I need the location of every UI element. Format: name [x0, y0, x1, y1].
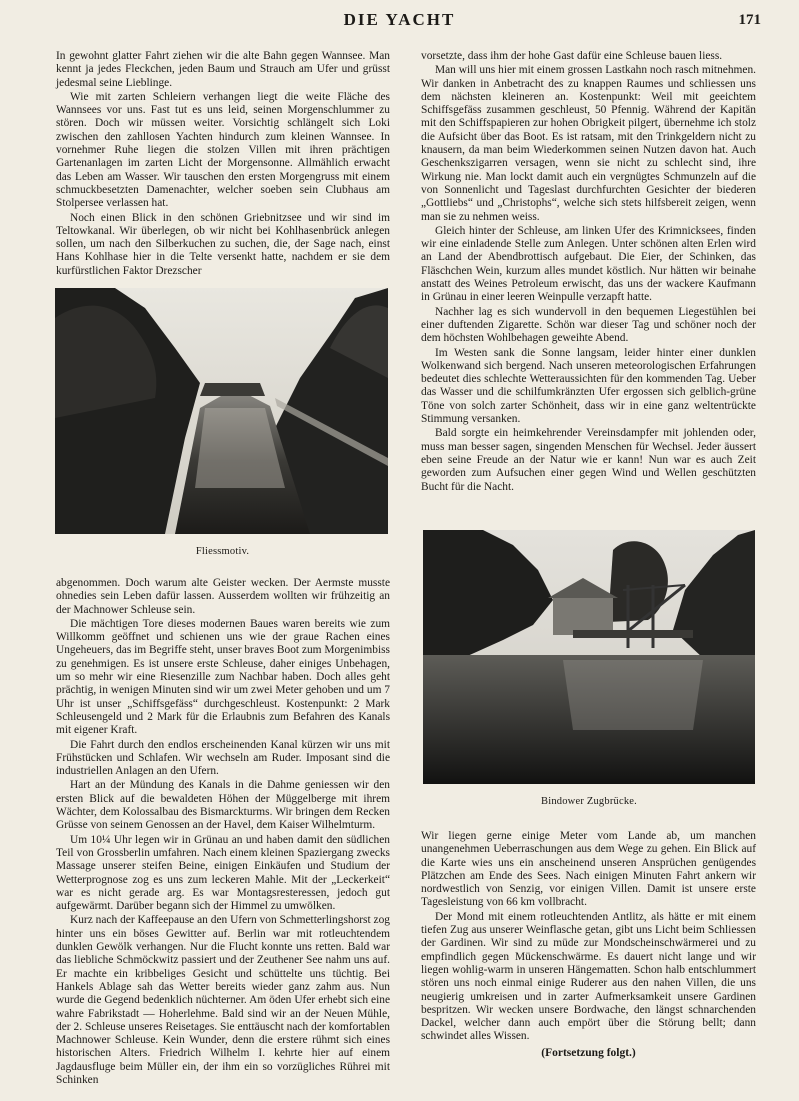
paragraph: Bald sorgte ein heimkehrender Vereinsdampfer mit johlenden oder, muss man besser sagen, singenden Menschen für Wechsel. Jeder äussert eben seine Freude an der Natur wie er kann! Nun war es auch Zeit geworden zum Aufsuchen einer gegen Wind und Wellen geschützten Bucht für die Nacht. [421, 427, 756, 493]
left-column-top-text [56, 50, 390, 286]
continuation-note: (Fortsetzung folgt.) [541, 1047, 636, 1059]
paragraph: Nachher lag es sich wundervoll in den bequemen Liegestühlen bei einer duftenden Zigarette. Schön war dieser Tag und schöner noch der dem höchsten Wohlbehagen geweihte Abend. [421, 305, 756, 345]
left-column-bottom-text [56, 577, 390, 1086]
right-column-top-text [421, 50, 756, 520]
page-header [0, 8, 799, 32]
photo-bindower-zugbruecke [423, 530, 755, 784]
paragraph: Die Fahrt durch den endlos erscheinenden Kanal kürzen wir uns mit Frühstücken und Schlafen. Wir wechseln am Ruder. Imposant sind die industriellen Anlagen an den Ufern. [56, 738, 390, 778]
paragraph: In gewohnt glatter Fahrt ziehen wir die alte Bahn gegen Wannsee. Man kennt ja jedes Fleckchen, jeden Baum und Strauch am Ufer und grüsst jedesmal seine Lieblinge. [56, 50, 390, 89]
paragraph: Die mächtigen Tore dieses modernen Baues waren bereits wie zum Willkomm geöffnet und schienen uns wie der graue Rachen eines Ungeheuers, das im Begriffe steht, unser braves Boot zum Morgenimbiss zu genehmigen. Es ist unsere erste Schleuse, daher einiges Unbehagen, um so mehr wir eine Riesenzille zum Nachbar haben. Doch alles geht prächtig, in wenigen Minuten sind wir um zwei Meter gehoben und um 7 Uhr ist unser „Schiffsgefäss“ durchgeschleust. Kostenpunkt: 2 Mark Schleusengeld und 2 Mark für die Erlaubnis zum Befahren des Kanals mit eigener Kraft. [56, 617, 390, 737]
caption-fliessmotiv: Fliessmotiv. [195, 546, 250, 557]
paragraph: Kurz nach der Kaffeepause an den Ufern von Schmetterlingshorst zog hinter uns ein böses Gewitter auf. Berlin war mit rotleuchtendem dunklen Gewölk verhangen. Nur die Flucht konnte uns retten. Bald war das liebliche Schmöckwitz passiert und der Zeuthener See nahm uns auf. Er machte ein kribbeliges Gesicht und schüttelte uns tüchtig. Bei Hankels Ablage sah das Wetter bereits wieder ganz zahm aus. Nun wurde die Gegend bedenklich nüchterner. Am öden Ufer erhebt sich eine wahre Fabrikstadt — Hoherlehme. Bald sind wir an der Neuen Mühle, der 2. Schleuse unseres Reisetages. Sie enttäuscht nach der komfortablen Machnower Schleuse. Kein Wunder, denn die erstere rühmt sich eines historischen Alters. Friedrich Wilhelm I. kehrte hier auf einem Jagdausfluge beim Müller ein, der ihm ein so vorzügliches Rührei mit Schinken [56, 914, 390, 1086]
caption-bindower-zugbruecke: Bindower Zugbrücke. [541, 796, 637, 807]
paragraph: Man will uns hier mit einem grossen Lastkahn noch rasch mitnehmen. Wir danken in Anbetracht des zu knappen Raumes und schliessen uns dem nächsten kleineren an. Kostenpunkt: Weil mit geeichtem Schiffsgefäss zusammen geschleust, 50 Pfennig. Während der Kapitän mit den Schiffspapieren zur hohen Obrigkeit pilgert, übernehme ich stolz die Aufsicht über das Boot. Es ist ratsam, mit den Trinkgeldern nicht zu knausern, da man beim Wiederkommen seinen Nutzen davon hat. Auch Geschenkszigarren versagen, wenn sie nicht zu schlecht sind, ihre Wirkung nie. Man lockt damit auch ein vergnügtes Schmunzeln auf die von Sonnenlicht und Tageslast durchfurchten Gesichter der biederen „Gottliebs“ und „Christophs“, welche sich stets hilfsbereit zeigen, wenn man sie zu nehmen weiss. [421, 64, 756, 223]
magazine-title: DIE YACHT [343, 10, 456, 29]
paragraph: abgenommen. Doch warum alte Geister wecken. Der Aermste musste ohnedies sein Leben dafür lassen. Ausserdem wollten wir frühzeitig an der Machnower Schleuse sein. [56, 577, 390, 616]
paragraph: Hart an der Mündung des Kanals in die Dahme geniessen wir den ersten Blick auf die bewaldeten Höhen der Müggelberge mit ihrem Wächter, dem Kolossalbau des Bismarckturms. Wir bringen dem Recken Grüsse von seinem Genossen an der Havel, dem Kaiser Wilhelmturm. [56, 779, 390, 832]
paragraph: Im Westen sank die Sonne langsam, leider hinter einer dunklen Wolkenwand sich bergend. Nach unseren meteorologischen Erfahrungen bedeutet dies schlechte Wetteraussichten für den kommenden Tag. Ueber das Wasser und die schilfumkränzten Ufer ergossen sich gelblich-grüne Töne von solch zarter Schönheit, dass wir in eine ganz weltentrückte Stimmung versanken. [421, 346, 756, 426]
photo-fliessmotiv [55, 288, 388, 534]
paragraph: Noch einen Blick in den schönen Griebnitzsee und wir sind im Teltowkanal. Wir überlegen, ob wir nicht bei Kohlhasenbrück anlegen sollen, um nach den Silberkuchen zu suchen, die, der Sage nach, einst Hans Kohlhase hier in die Telte versenkt hatte, nachdem er sie dem kurfürstlichen Faktor Drezscher [56, 211, 390, 277]
paragraph: Gleich hinter der Schleuse, am linken Ufer des Krimnicksees, finden wir eine einladende Stelle zum Anlegen. Unter schönen alten Erlen wird an Land der Abendbrottisch aufgebaut. Die Eier, der Schinken, das Fläschchen Wein, kurzum alles mundet köstlich. Nur hätten wir beinahe anstatt des Weines Petroleum erwischt, das uns der wackere Kaufmann in Grünau in einer leeren Weinpulle verzapft hatte. [421, 224, 756, 304]
paragraph: Wie mit zarten Schleiern verhangen liegt die weite Fläche des Wannsees vor uns. Fast tut es uns leid, seinen Morgenschlummer zu stören. Doch wir müssen weiter. Vorsichtig schlängelt sich Loki zwischen den zahllosen Yachten hindurch zum kleinen Wannsee. In vornehmer Ruhe liegen die stolzen Villen mit ihren prächtigen Gartenanlagen im zarten Licht der Morgensonne. Allmählich erwacht das Leben am Wasser. Wir tauschen den ersten Morgengruss mit einem schmuckbesetzten Damenachter, welcher soeben sein Clubhaus am Stolpersee verlassen hat. [56, 90, 390, 210]
right-column-bottom-text [421, 830, 756, 1043]
paragraph: vorsetzte, dass ihm der hohe Gast dafür eine Schleuse bauen liess. [421, 50, 723, 62]
paragraph: Der Mond mit einem rotleuchtenden Antlitz, als hätte er mit einem tiefen Zug aus unserer Weinflasche getan, gibt uns Licht beim Schliessen der Gardinen. Wir sind zu müde zur Mondscheinschwärmerei und zu empfindlich gegen Mückenschwärme. Es dauert nicht lange und wir liegen wohlig-warm in unseren Hängematten. Schon halb entschlummert stören uns noch einmal einige Ruderer aus den nahen Villen, die uns neugierig umkreisen und in zarter Aufmerksamkeit unsere Gardinen bespritzen. Wir wecken unsere Bordwache, den längst schnarchenden Dackel, welcher dann auch empört über die Störung bellt; dann schwindet alles Wissen. [421, 910, 756, 1043]
paragraph: Um 10¼ Uhr legen wir in Grünau an und haben damit den südlichen Teil von Grossberlin umfahren. Nach einem kleinen Spaziergang zwecks Massage unserer steifen Beine, einigen Einkäufen und Studium der Wetterprognose zog es uns zum leckeren Mahle. Mit der „Leckerkeit“ war es nicht gerade arg. Es war Montagsresteressen, jedoch gut aufgewärmt. Darüber begann sich der Himmel zu umwölken. [56, 833, 390, 913]
paragraph: Wir liegen gerne einige Meter vom Lande ab, um manchen unangenehmen Ueberraschungen aus dem Wege zu gehen. Ein Blick auf die Karte wies uns ein anscheinend unseren Ansprüchen genügendes Plätzchen am Ende des Sees. Nach einigen Minuten Fahrt ankern wir nordwestlich von Senzig, vor einigen Villen. Damit ist unsere erste Tagesleistung von 66 km vollbracht. [421, 830, 756, 909]
page-number: 171 [738, 12, 761, 28]
